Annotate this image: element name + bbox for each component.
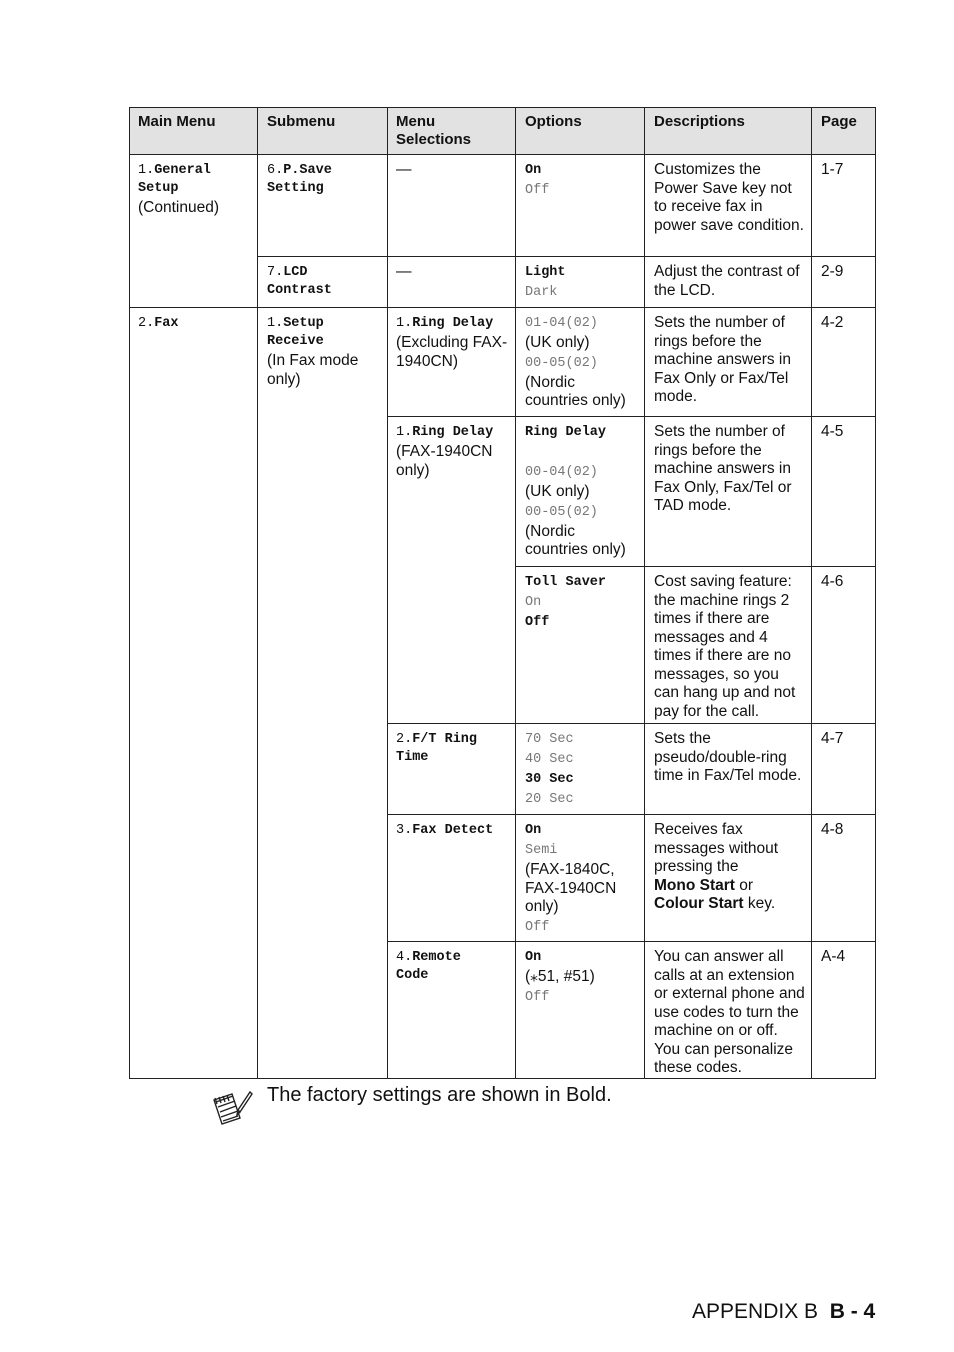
page-ref: 2-9 (821, 263, 844, 280)
column-divider (644, 107, 645, 1079)
footer-page-number: B - 4 (829, 1300, 876, 1323)
submenu-label-cont: Contrast (267, 283, 332, 298)
option-default: On (525, 163, 542, 178)
column-divider (257, 107, 258, 1079)
description-text: or (734, 876, 754, 894)
selection-label-cont: Time (396, 750, 429, 765)
submenu-label-cont: Receive (267, 334, 324, 349)
option: Off (525, 989, 550, 1005)
selection-note: (FAX-1940CN only) (396, 443, 493, 479)
header-menu-selections-line2: Selections (396, 131, 472, 148)
option: Off (525, 919, 550, 935)
selection-number: 4. (396, 950, 413, 965)
selection-remote-code (396, 948, 512, 986)
submenu-number: 7. (267, 265, 284, 280)
key-name: Mono Start (654, 876, 735, 894)
submenu-label: P.Save (283, 163, 332, 178)
option: 01-04(02) (525, 316, 598, 331)
option: 00-05(02) (525, 355, 598, 371)
submenu-number: 1. (267, 316, 284, 331)
selection-label: Remote (412, 950, 461, 965)
option-note: (Nordic countries only) (525, 373, 626, 409)
selection-label: Ring Delay (412, 316, 494, 331)
option: On (525, 595, 542, 610)
selection-label-cont: Code (396, 968, 429, 983)
submenu-setup-receive (267, 314, 383, 389)
footer (692, 1299, 875, 1325)
note-pad-icon (210, 1088, 254, 1128)
header-descriptions: Descriptions (654, 113, 745, 130)
description-remote-code: You can answer all calls at an extension or external phone and use codes to turn the machine on or off. You can personalize these codes. (654, 948, 805, 1076)
row-divider (257, 256, 876, 257)
submenu-number: 6. (267, 163, 284, 178)
selection-number: 2. (396, 732, 413, 747)
menu-selection-empty: — (396, 263, 412, 280)
menu-number: 2. (138, 316, 155, 331)
option: 40 Sec (525, 752, 574, 767)
option: Dark (525, 285, 558, 300)
option-default: On (525, 823, 542, 838)
menu-number: 1. (138, 163, 155, 178)
option-note: (Nordic countries only) (525, 522, 626, 558)
submenu-label: Setup (283, 316, 324, 331)
options-lcd (525, 263, 640, 303)
selection-ft-ring-time (396, 730, 512, 768)
page-ref: 4-7 (821, 730, 844, 747)
option-note: (FAX-1840C, FAX-1940CN only) (525, 861, 617, 915)
menu-label: Fax (154, 316, 179, 331)
option: 00-05(02) (525, 504, 598, 520)
options-fax-detect (525, 821, 641, 938)
selection-label: F/T Ring (412, 732, 478, 747)
description-fax-detect (654, 821, 806, 914)
description-lcd: Adjust the contrast of the LCD. (654, 263, 800, 299)
submenu-note: (In Fax mode only) (267, 352, 359, 388)
main-menu-general-setup (138, 161, 254, 218)
options-remote-code (525, 948, 641, 1008)
page-ref: A-4 (821, 948, 846, 965)
selection-number: 1. (396, 316, 413, 331)
option: Off (525, 183, 550, 198)
description-text: Receives fax messages without pressing the (654, 821, 779, 875)
header-menu-selections-line1: Menu (396, 113, 436, 130)
submenu-lcd-contrast (267, 263, 383, 301)
menu-label: General (154, 163, 211, 178)
table-border-bottom (129, 1078, 876, 1079)
column-divider (387, 107, 388, 1079)
header-page: Page (821, 113, 857, 130)
selection-ring-delay (396, 314, 512, 371)
option: 20 Sec (525, 792, 574, 807)
option-note: (⁎51, #51) (525, 968, 595, 985)
submenu-label: LCD (283, 265, 308, 280)
option-heading: Toll Saver (525, 575, 607, 590)
selection-number: 1. (396, 425, 413, 440)
options-psave (525, 161, 640, 201)
footer-appendix: APPENDIX B (692, 1300, 819, 1323)
option: Semi (525, 843, 558, 858)
option: 00-04(02) (525, 465, 598, 480)
row-divider (387, 814, 876, 815)
description-text: key. (743, 895, 776, 912)
options-ft-ring-time (525, 730, 641, 810)
selection-ring-delay-1940cn (396, 423, 512, 480)
selection-note: (Excluding FAX-1940CN) (396, 334, 508, 370)
options-ring-delay (525, 314, 641, 411)
row-divider (129, 307, 876, 308)
options-toll-saver (525, 573, 641, 633)
selection-fax-detect (396, 821, 512, 841)
option-note: (UK only) (525, 334, 590, 351)
description-psave: Customizes the Power Save key not to receive fax in power save condition. (654, 161, 804, 234)
table-border-right (875, 107, 876, 1079)
column-divider (515, 107, 516, 1079)
menu-selection-empty: — (396, 161, 412, 178)
row-divider (515, 566, 876, 567)
selection-label: Ring Delay (412, 425, 494, 440)
option-default: On (525, 950, 542, 965)
header-options: Options (525, 113, 582, 130)
submenu-psave-setting (267, 161, 383, 199)
page-ref: 4-8 (821, 821, 844, 838)
option-default: Light (525, 265, 566, 280)
selection-label: Fax Detect (412, 823, 494, 838)
option: 70 Sec (525, 732, 574, 747)
header-main-menu: Main Menu (138, 113, 216, 130)
header-menu-selections (396, 113, 511, 149)
row-divider (387, 723, 876, 724)
option-note: (UK only) (525, 483, 590, 500)
description-ring-delay: Sets the number of rings before the machine answers in Fax Only or Fax/Tel mode. (654, 314, 791, 405)
page-ref: 4-6 (821, 573, 844, 590)
selection-number: 3. (396, 823, 413, 838)
table-border-left (129, 107, 130, 1079)
option-default: 30 Sec (525, 772, 574, 787)
table-border-top (129, 107, 876, 108)
note-text: The factory settings are shown in Bold. (267, 1084, 612, 1106)
description-toll-saver: Cost saving feature: the machine rings 2 times if there are messages and 4 times if there are no messages, so you can hang up and not pay for the call. (654, 573, 796, 720)
description-ft-ring-time: Sets the pseudo/double-ring time in Fax/Tel mode. (654, 730, 802, 784)
options-ring-delay-1940cn (525, 423, 641, 560)
page-ref: 1-7 (821, 161, 844, 178)
table-header-divider (129, 154, 876, 155)
continued-note: (Continued) (138, 199, 219, 216)
submenu-label-cont: Setting (267, 181, 324, 196)
row-divider (387, 941, 876, 942)
row-divider (387, 416, 876, 417)
menu-label-cont: Setup (138, 181, 179, 196)
column-divider (811, 107, 812, 1079)
page-ref: 4-5 (821, 423, 844, 440)
description-ring-delay-1940cn: Sets the number of rings before the machine answers in Fax Only, Fax/Tel or TAD mode. (654, 423, 792, 514)
option-default: Off (525, 615, 550, 630)
header-submenu: Submenu (267, 113, 336, 130)
key-name: Colour Start (654, 895, 744, 912)
option-heading: Ring Delay (525, 425, 607, 440)
page-ref: 4-2 (821, 314, 844, 331)
main-menu-fax (138, 314, 254, 334)
